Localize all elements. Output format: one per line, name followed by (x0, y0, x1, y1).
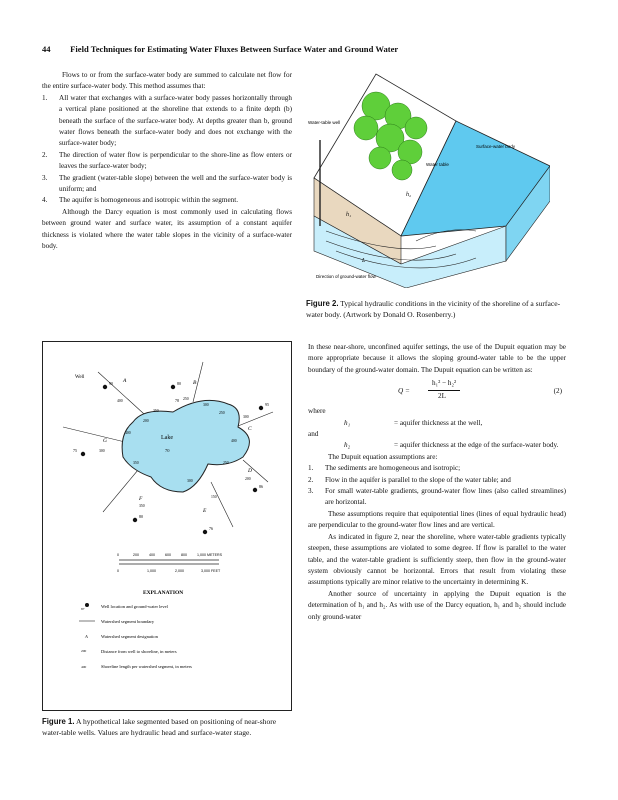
svg-text:250: 250 (219, 411, 225, 415)
equipotential-paragraph: These assumptions require that equipotential lines (lines of equal hydraulic head) are perpendicular to the ground-water flow lines and are vertical. (308, 509, 566, 530)
page-header (42, 44, 398, 54)
L-label: L (362, 258, 366, 264)
figure-1-caption-text: A hypothetical lake segmented based on positioning of near-shore water-table wells. Values are hydraulic head and surface-water stage. (42, 717, 277, 737)
svg-text:2,000: 2,000 (175, 569, 184, 573)
svg-text:600: 600 (165, 553, 171, 557)
svg-text:300: 300 (243, 415, 249, 419)
svg-text:800: 800 (181, 553, 187, 557)
where-word: where (308, 407, 326, 416)
svg-text:250: 250 (183, 397, 189, 401)
well-label: Well (75, 375, 85, 380)
svg-text:90: 90 (109, 381, 113, 386)
svg-text:80: 80 (177, 381, 181, 386)
svg-text:Well location and ground-water: Well location and ground-water level (101, 604, 168, 609)
svg-text:400: 400 (117, 399, 123, 403)
svg-text:300: 300 (203, 403, 209, 407)
left-column (42, 70, 292, 253)
surface-water-label: Surface-water body (476, 144, 516, 149)
figure-1 (42, 341, 292, 711)
dupuit-assumption-2: 2. Flow in the aquifer is parallel to the slope of the water table; and (308, 475, 511, 484)
svg-text:87: 87 (81, 607, 85, 611)
water-table-label: Water table (426, 162, 449, 167)
svg-text:80: 80 (139, 514, 143, 519)
svg-text:0: 0 (117, 553, 119, 557)
svg-text:C: C (248, 426, 252, 432)
shoreline-paragraph: As indicated in figure 2, near the shoreline, where water-table gradients typically steepen, these assumptions are violated to some degree. If flow is parallel to the water table, and the water-table gradient is sufficiently steep, then flow in the ground-water system obviously cannot be horizontal. Errors that result from violating these assumptions typically are minor relative to the uncertainty in determining K. (308, 532, 566, 587)
svg-text:200: 200 (245, 477, 251, 481)
definition-h2: h₂ = aquifer thickness at the edge of the surface-water body. (344, 441, 559, 450)
svg-text:400: 400 (231, 439, 237, 443)
figure-1-map (43, 342, 291, 710)
svg-text:250: 250 (223, 461, 229, 465)
svg-text:Shoreline length per watershed: Shoreline length per watershed segment, in meters (101, 664, 192, 669)
equation-lhs: Q = (398, 387, 410, 396)
svg-text:350: 350 (153, 409, 159, 413)
svg-text:0: 0 (117, 569, 119, 573)
darcy-paragraph: Although the Darcy equation is most commonly used in calculating flows between ground water and surface water, its assumption of a constant aquifer thickness is violated where the water table slopes in the vicinity of a surface-water body. (42, 207, 292, 251)
dupuit-assumption-1: 1. The sediments are homogeneous and isotropic; (308, 464, 461, 473)
svg-text:300: 300 (99, 449, 105, 453)
scale-bar (117, 553, 223, 573)
svg-text:75: 75 (73, 448, 77, 453)
equation-numerator: h₁² − h₂² (428, 378, 460, 390)
svg-text:200: 200 (81, 649, 87, 653)
assumption-2: 2. The direction of water flow is perpendicular to the shore-line as flow enters or leaves the surface-water body; (42, 150, 292, 171)
figure-1-caption (42, 716, 292, 738)
lake-stage: 70 (165, 448, 170, 453)
svg-text:78: 78 (175, 398, 179, 403)
equation-number: (2) (553, 387, 562, 396)
flow-direction-label: Direction of ground-water flow (316, 274, 376, 279)
svg-text:G: G (103, 438, 107, 444)
svg-text:B: B (193, 380, 197, 386)
svg-text:F: F (139, 496, 143, 502)
assumption-4: 4. The aquifer is homogeneous and isotropic within the segment. (42, 196, 239, 205)
svg-text:150: 150 (211, 495, 217, 499)
svg-text:E: E (203, 508, 207, 514)
legend-well-icon (85, 603, 89, 607)
right-column (308, 342, 566, 623)
svg-text:Distance from well to shorelin: Distance from well to shoreline, in meters (101, 649, 177, 654)
figure-2-caption-text: Typical hydraulic conditions in the vicinity of the shoreline of a surface-water body. (Artwork by Donald O. Rosenberry.) (306, 299, 561, 319)
definition-h1: h₁ = aquifer thickness at the well, (344, 418, 483, 427)
svg-text:400: 400 (81, 665, 87, 669)
figure-2 (306, 66, 550, 288)
svg-text:300: 300 (187, 479, 193, 483)
h1-label: h₁ (346, 212, 352, 218)
figure-2-caption-label: Figure 2. (306, 299, 339, 308)
figure-2-diagram (306, 66, 550, 288)
page-number: 44 (42, 44, 51, 54)
svg-text:Watershed segment designation: Watershed segment designation (101, 634, 158, 639)
explanation-title: EXPLANATION (143, 590, 184, 596)
uncertainty-paragraph: Another source of uncertainty in applying the Dupuit equation is the determination of h₁ and h₂. As with use of the Darcy equation, h₁ and h₂ should include only ground-water (308, 589, 566, 621)
svg-text:400: 400 (125, 431, 131, 435)
svg-text:200: 200 (133, 553, 139, 557)
svg-text:350: 350 (133, 461, 139, 465)
lake-outline (122, 400, 249, 492)
svg-text:1,000: 1,000 (147, 569, 156, 573)
equation-2 (308, 376, 566, 406)
svg-text:95: 95 (265, 402, 269, 407)
svg-text:400: 400 (149, 553, 155, 557)
dupuit-paragraph: In these near-shore, unconfined aquifer settings, the use of the Dupuit equation may be more appropriate because it allows the sloping ground-water table to be the upper boundary of the ground-water domain. The Dupuit equation can be written as: (308, 343, 566, 374)
svg-text:Watershed segment boundary: Watershed segment boundary (101, 619, 155, 624)
svg-text:A: A (85, 634, 88, 639)
running-title: Field Techniques for Estimating Water Fluxes Between Surface Water and Ground Water (70, 44, 399, 54)
svg-text:200: 200 (143, 419, 149, 423)
svg-text:1,000 METERS: 1,000 METERS (197, 553, 222, 557)
legend (79, 603, 192, 670)
svg-text:76: 76 (209, 526, 213, 531)
svg-text:350: 350 (139, 504, 145, 508)
svg-text:3,000 FEET: 3,000 FEET (201, 569, 221, 573)
svg-text:D: D (248, 468, 252, 474)
figure-2-caption (306, 298, 564, 320)
and-word: and (308, 430, 319, 439)
assumption-1: 1. All water that exchanges with a surface-water body passes horizontally through a vertical plane positioned at the shoreline that extends to a finite depth (b) beneath the surface of the surface-water body. At depths greater than b, ground water flows beneath the surface-water body and does not exchange with the surface-water body; (42, 93, 292, 148)
assumption-3: 3. The gradient (water-table slope) between the well and the surface-water body is uniform; and (42, 173, 292, 194)
assumptions-intro: The Dupuit equation assumptions are: (328, 452, 438, 461)
figure-1-caption-label: Figure 1. (42, 717, 75, 726)
dupuit-assumption-3: 3. For small water-table gradients, ground-water flow lines (also called streamlines) are horizontal. (308, 487, 566, 507)
intro-paragraph: Flows to or from the surface-water body are summed to calculate net flow for the entire surface-water body. This method assumes that: (42, 71, 292, 91)
svg-text:A: A (123, 378, 127, 384)
h2-label: h₂ (406, 192, 412, 198)
equation-denominator: 2L (438, 392, 446, 401)
svg-text:86: 86 (259, 484, 263, 489)
lake-label: Lake (161, 435, 173, 441)
well-label: Water-table well (308, 120, 341, 125)
